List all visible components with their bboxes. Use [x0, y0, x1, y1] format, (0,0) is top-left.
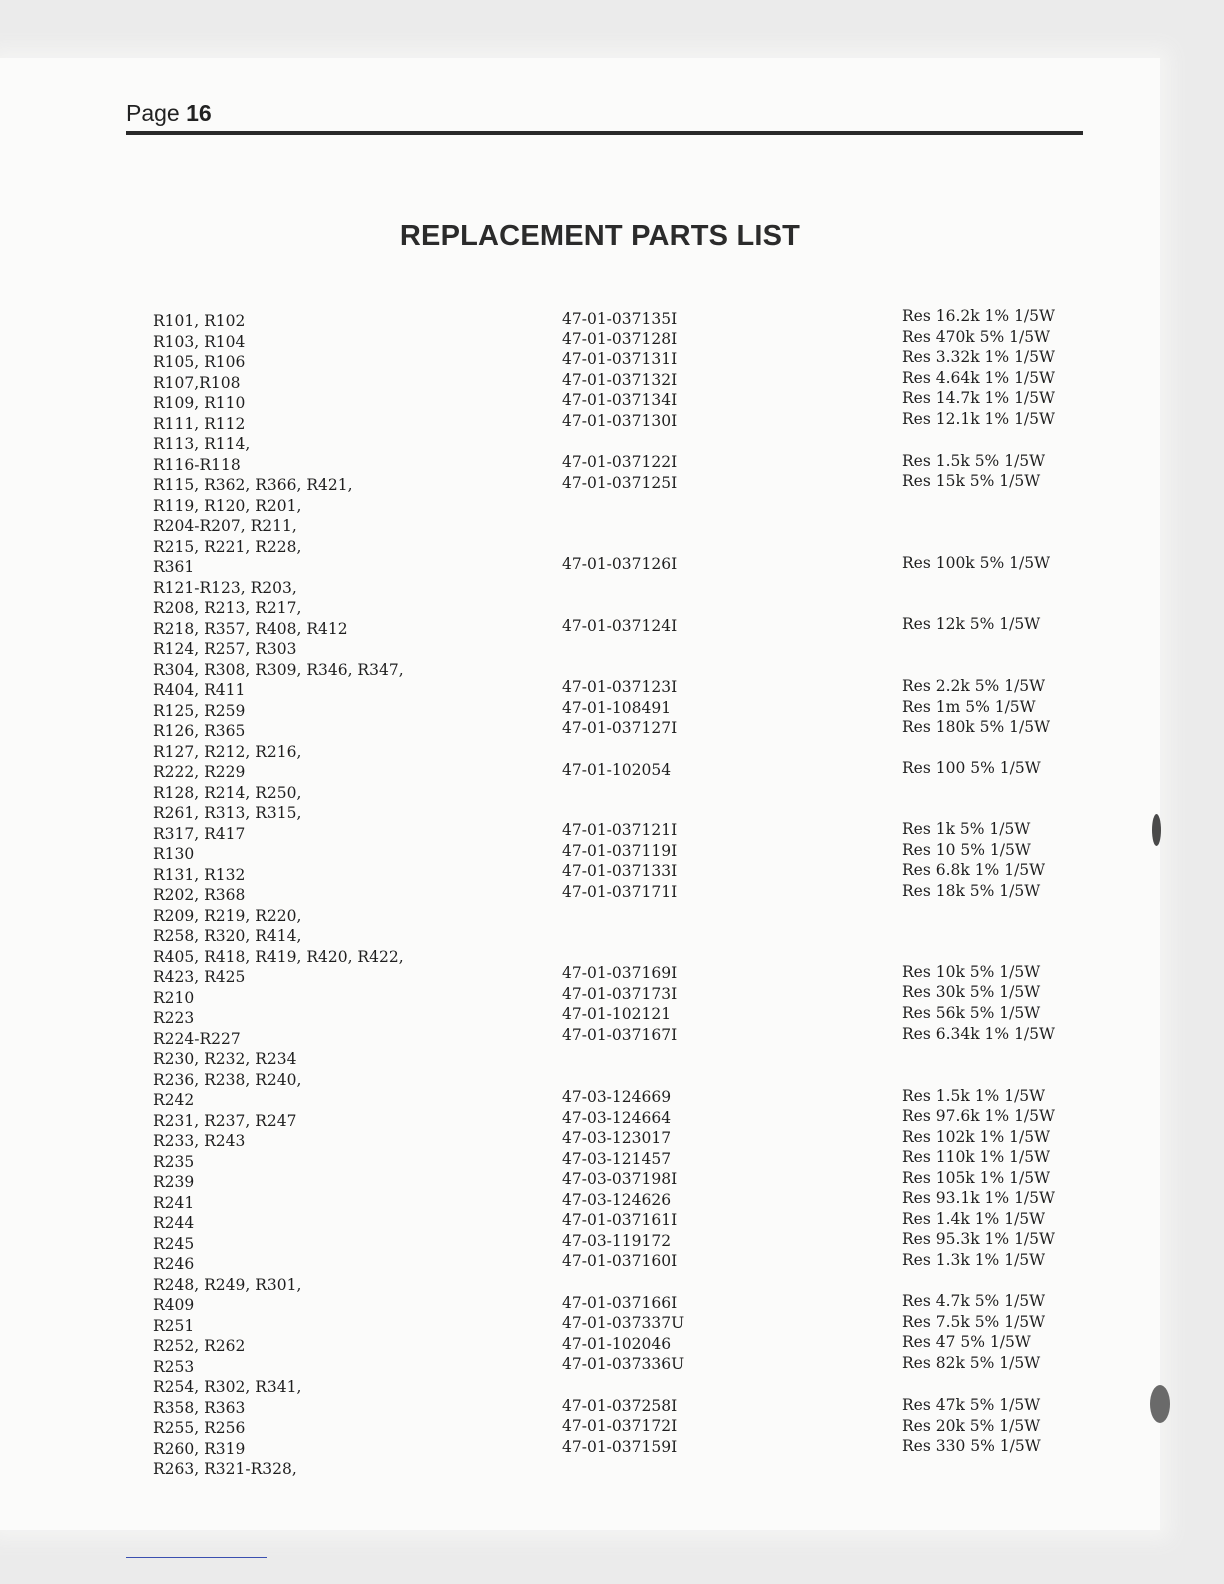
part-number: 47-01-037167I: [562, 1026, 678, 1044]
part-number: 47-01-037169I: [562, 964, 678, 982]
part-description: Res 102k 1% 1/5W: [902, 1128, 1051, 1146]
part-description: Res 12.1k 1% 1/5W: [902, 410, 1055, 428]
punch-hole-mark: [1150, 1385, 1170, 1423]
ref-designator: R242: [153, 1091, 195, 1109]
part-description: Res 1.5k 5% 1/5W: [902, 452, 1046, 470]
ref-designator: R231, R237, R247: [153, 1112, 297, 1130]
ref-designator: R253: [153, 1358, 195, 1376]
part-number: 47-01-037130I: [562, 412, 678, 430]
part-number: 47-03-124664: [562, 1109, 672, 1127]
ref-designator: R224-R227: [153, 1030, 241, 1048]
part-number: 47-03-124669: [562, 1088, 672, 1106]
ref-designator: R404, R411: [153, 681, 246, 699]
ref-designator: R202, R368: [153, 886, 246, 904]
part-description: Res 82k 5% 1/5W: [902, 1354, 1041, 1372]
part-number: 47-01-102121: [562, 1005, 672, 1023]
part-number: 47-01-037160I: [562, 1252, 678, 1270]
ref-designator: R233, R243: [153, 1132, 246, 1150]
ref-designator: R254, R302, R341,: [153, 1378, 302, 1396]
ref-designator: R423, R425: [153, 968, 246, 986]
part-description: Res 47k 5% 1/5W: [902, 1396, 1041, 1414]
ref-designator: R126, R365: [153, 722, 246, 740]
part-number: 47-01-037132I: [562, 371, 678, 389]
part-description: Res 180k 5% 1/5W: [902, 718, 1051, 736]
ref-designator: R260, R319: [153, 1440, 246, 1458]
ref-designator: R127, R212, R216,: [153, 743, 302, 761]
part-description: Res 470k 5% 1/5W: [902, 328, 1051, 346]
part-description: Res 1m 5% 1/5W: [902, 698, 1036, 716]
part-description: Res 15k 5% 1/5W: [902, 472, 1041, 490]
ref-designator: R223: [153, 1009, 195, 1027]
ref-designator: R121-R123, R203,: [153, 579, 297, 597]
part-number: 47-01-037337U: [562, 1314, 685, 1332]
ref-designator: R361: [153, 558, 195, 576]
ref-designator: R304, R308, R309, R346, R347,: [153, 661, 404, 679]
ref-designator: R111, R112: [153, 415, 246, 433]
part-description: Res 100k 5% 1/5W: [902, 554, 1051, 572]
part-number: 47-01-037336U: [562, 1355, 685, 1373]
header-rule: [126, 131, 1083, 135]
part-description: Res 1.3k 1% 1/5W: [902, 1251, 1046, 1269]
ref-designator: R222, R229: [153, 763, 246, 781]
ref-designator: R248, R249, R301,: [153, 1276, 302, 1294]
part-number: 47-01-037135I: [562, 310, 678, 328]
part-number: 47-01-037121I: [562, 821, 678, 839]
ref-designator: R252, R262: [153, 1337, 246, 1355]
ref-designator: R105, R106: [153, 353, 246, 371]
ref-designator: R208, R213, R217,: [153, 599, 302, 617]
part-description: Res 1.5k 1% 1/5W: [902, 1087, 1046, 1105]
ref-designator: R101, R102: [153, 312, 246, 330]
part-number: 47-01-102054: [562, 761, 672, 779]
part-number: 47-01-037125I: [562, 474, 678, 492]
part-description: Res 16.2k 1% 1/5W: [902, 307, 1055, 325]
part-number: 47-03-124626: [562, 1191, 672, 1209]
part-number: 47-03-037198I: [562, 1170, 678, 1188]
part-description: Res 330 5% 1/5W: [902, 1437, 1041, 1455]
part-description: Res 1k 5% 1/5W: [902, 820, 1031, 838]
part-description: Res 12k 5% 1/5W: [902, 615, 1041, 633]
ref-designator: R130: [153, 845, 195, 863]
ref-designator: R215, R221, R228,: [153, 538, 302, 556]
ref-designator: R241: [153, 1194, 195, 1212]
part-number: 47-03-119172: [562, 1232, 672, 1250]
part-description: Res 14.7k 1% 1/5W: [902, 389, 1055, 407]
part-number: 47-01-037173I: [562, 985, 678, 1003]
ref-designator: R239: [153, 1173, 195, 1191]
part-description: Res 30k 5% 1/5W: [902, 983, 1041, 1001]
ref-designator: R209, R219, R220,: [153, 907, 302, 925]
part-description: Res 56k 5% 1/5W: [902, 1004, 1041, 1022]
part-number: 47-01-108491: [562, 699, 672, 717]
footer-rule: [126, 1557, 267, 1558]
part-description: Res 1.4k 1% 1/5W: [902, 1210, 1046, 1228]
ref-designator: R124, R257, R303: [153, 640, 297, 658]
part-number: 47-01-102046: [562, 1335, 672, 1353]
ref-designator: R358, R363: [153, 1399, 246, 1417]
ref-designator: R103, R104: [153, 333, 246, 351]
ref-designator: R317, R417: [153, 825, 246, 843]
ref-designator: R245: [153, 1235, 195, 1253]
ref-designator: R116-R118: [153, 456, 241, 474]
page-word: Page: [126, 100, 180, 126]
ref-designator: R258, R320, R414,: [153, 927, 302, 945]
part-description: Res 20k 5% 1/5W: [902, 1417, 1041, 1435]
part-number: 47-01-037126I: [562, 555, 678, 573]
part-description: Res 10k 5% 1/5W: [902, 963, 1041, 981]
ref-designator: R131, R132: [153, 866, 246, 884]
part-description: Res 4.64k 1% 1/5W: [902, 369, 1055, 387]
part-description: Res 105k 1% 1/5W: [902, 1169, 1051, 1187]
ref-designator: R246: [153, 1255, 195, 1273]
part-number: 47-01-037161I: [562, 1211, 678, 1229]
part-number: 47-01-037131I: [562, 350, 678, 368]
part-number: 47-01-037124I: [562, 617, 678, 635]
ref-designator: R119, R120, R201,: [153, 497, 302, 515]
part-number: 47-01-037123I: [562, 678, 678, 696]
punch-hole-mark: [1152, 814, 1161, 846]
ref-designator: R113, R114,: [153, 435, 251, 453]
page-title: REPLACEMENT PARTS LIST: [399, 220, 801, 252]
ref-designator: R235: [153, 1153, 195, 1171]
part-description: Res 18k 5% 1/5W: [902, 882, 1041, 900]
page-header: [126, 100, 212, 127]
part-number: 47-03-123017: [562, 1129, 672, 1147]
part-description: Res 6.34k 1% 1/5W: [902, 1025, 1055, 1043]
ref-designator: R128, R214, R250,: [153, 784, 302, 802]
part-description: Res 2.2k 5% 1/5W: [902, 677, 1046, 695]
part-number: 47-03-121457: [562, 1150, 672, 1168]
page-number: 16: [186, 100, 212, 126]
part-description: Res 6.8k 1% 1/5W: [902, 861, 1046, 879]
ref-designator: R204-R207, R211,: [153, 517, 297, 535]
part-description: Res 100 5% 1/5W: [902, 759, 1041, 777]
part-description: Res 93.1k 1% 1/5W: [902, 1189, 1055, 1207]
part-number: 47-01-037119I: [562, 842, 678, 860]
ref-designator: R251: [153, 1317, 195, 1335]
part-number: 47-01-037171I: [562, 883, 678, 901]
ref-designator: R255, R256: [153, 1419, 246, 1437]
part-description: Res 10 5% 1/5W: [902, 841, 1031, 859]
ref-designator: R107,R108: [153, 374, 241, 392]
ref-designator: R244: [153, 1214, 195, 1232]
part-description: Res 110k 1% 1/5W: [902, 1148, 1051, 1166]
part-number: 47-01-037133I: [562, 862, 678, 880]
part-number: 47-01-037166I: [562, 1294, 678, 1312]
part-number: 47-01-037128I: [562, 330, 678, 348]
part-description: Res 47 5% 1/5W: [902, 1333, 1031, 1351]
part-number: 47-01-037172I: [562, 1417, 678, 1435]
part-number: 47-01-037134I: [562, 391, 678, 409]
part-description: Res 4.7k 5% 1/5W: [902, 1292, 1046, 1310]
ref-designator: R263, R321-R328,: [153, 1460, 297, 1478]
part-description: Res 3.32k 1% 1/5W: [902, 348, 1055, 366]
part-number: 47-01-037127I: [562, 719, 678, 737]
ref-designator: R115, R362, R366, R421,: [153, 476, 353, 494]
ref-designator: R210: [153, 989, 195, 1007]
ref-designator: R409: [153, 1296, 195, 1314]
ref-designator: R109, R110: [153, 394, 246, 412]
part-number: 47-01-037122I: [562, 453, 678, 471]
ref-designator: R230, R232, R234: [153, 1050, 297, 1068]
ref-designator: R261, R313, R315,: [153, 804, 302, 822]
part-number: 47-01-037258I: [562, 1397, 678, 1415]
part-number: 47-01-037159I: [562, 1438, 678, 1456]
part-description: Res 95.3k 1% 1/5W: [902, 1230, 1055, 1248]
part-description: Res 7.5k 5% 1/5W: [902, 1313, 1046, 1331]
ref-designator: R236, R238, R240,: [153, 1071, 302, 1089]
ref-designator: R405, R418, R419, R420, R422,: [153, 948, 404, 966]
ref-designator: R125, R259: [153, 702, 246, 720]
part-description: Res 97.6k 1% 1/5W: [902, 1107, 1055, 1125]
ref-designator: R218, R357, R408, R412: [153, 620, 348, 638]
